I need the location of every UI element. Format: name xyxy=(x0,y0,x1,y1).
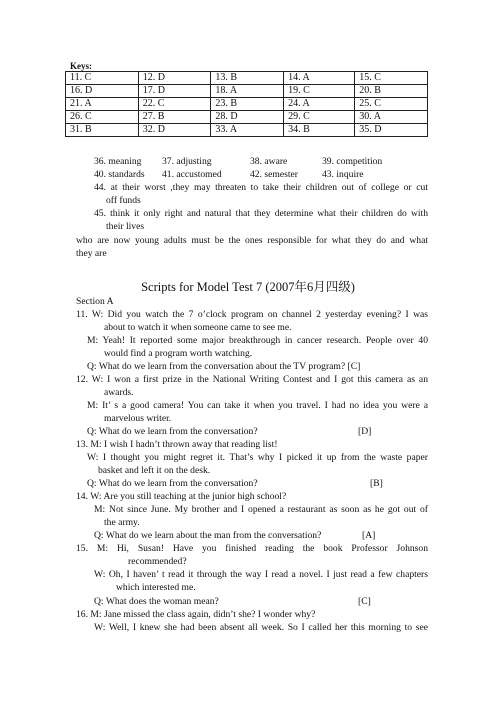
script-line: Q: What does the woman mean? xyxy=(94,596,219,607)
answer-44-line2: off funds xyxy=(106,195,141,206)
answer-45-line2: their lives xyxy=(106,221,145,232)
answer-39: 39. competition xyxy=(322,156,383,167)
scripts-title: Scripts for Model Test 7 (2007年6月四级) xyxy=(141,280,355,294)
keys-row xyxy=(66,85,428,98)
key-cell: 16. D xyxy=(66,85,139,98)
answer-37: 37. adjusting xyxy=(162,156,212,167)
key-cell: 31. B xyxy=(66,124,139,137)
key-cell: 26. C xyxy=(66,111,139,124)
keys-row xyxy=(66,98,428,111)
script-line: W: Well, I knew she had been absent all week. So I called her this morning to see xyxy=(94,622,428,633)
key-cell: 27. B xyxy=(138,111,211,124)
key-cell: 29. C xyxy=(284,111,355,124)
script-line: Q: What do we learn from the conversation? xyxy=(87,478,258,489)
answer-keys-table xyxy=(65,71,428,137)
answer-42: 42. semester xyxy=(250,169,298,180)
keys-label: Keys: xyxy=(70,61,92,71)
script-line: recommended? xyxy=(128,556,187,567)
key-cell: 23. B xyxy=(211,98,284,111)
key-cell: 25. C xyxy=(355,98,428,111)
answer-44-line1: 44. at their worst ,they may threaten to take their children out of college or cut xyxy=(94,182,428,193)
answer-45-line1: 45. think it only right and natural that they determine what their children do with xyxy=(94,208,428,219)
key-cell: 12. D xyxy=(138,72,211,85)
script-line: 12. W: I won a first prize in the National Writing Contest and I got this camera as an xyxy=(76,374,428,385)
script-line: 13. M: I wish I hadn’t thrown away that reading list! xyxy=(76,439,278,450)
script-line: Q: What do we learn from the conversation about the TV program? [C] xyxy=(87,361,361,372)
key-cell: 32. D xyxy=(138,124,211,137)
key-cell: 14. A xyxy=(284,72,355,85)
script-line: basket and left it on the desk. xyxy=(98,465,211,476)
key-cell: 34. B xyxy=(284,124,355,137)
key-cell: 24. A xyxy=(284,98,355,111)
key-cell: 19. C xyxy=(284,85,355,98)
answer-36: 36. meaning xyxy=(94,156,142,167)
key-cell: 17. D xyxy=(138,85,211,98)
answer-marker: [D] xyxy=(358,426,372,437)
answer-38: 38. aware xyxy=(250,156,288,167)
key-cell: 33. A xyxy=(211,124,284,137)
key-cell: 20. B xyxy=(355,85,428,98)
script-line: marvelous writer. xyxy=(104,413,172,424)
key-cell: 13. B xyxy=(211,72,284,85)
script-line: 16. M: Jane missed the class again, didn’t she? I wonder why? xyxy=(76,609,316,620)
script-line: M: Not since June. My brother and I opened a restaurant as soon as he got out of xyxy=(94,504,428,515)
keys-row xyxy=(66,72,428,85)
script-line: Q: What do we learn from the conversation? xyxy=(87,426,258,437)
script-line: Q: What do we learn about the man from the conversation? xyxy=(94,530,322,541)
answer-marker: [B] xyxy=(370,478,383,489)
key-cell: 30. A xyxy=(355,111,428,124)
key-cell: 11. C xyxy=(66,72,139,85)
script-line: 11. W: Did you watch the 7 o’clock program on channel 2 yesterday evening? I was xyxy=(76,309,428,320)
answer-tail-line2: they are xyxy=(76,248,107,259)
script-line: 15. M: Hi, Susan! Have you finished reading the book Professor Johnson xyxy=(76,543,428,554)
script-line: the army. xyxy=(104,517,140,528)
key-cell: 22. C xyxy=(138,98,211,111)
script-line: which interested me. xyxy=(116,582,196,593)
key-cell: 21. A xyxy=(66,98,139,111)
keys-row xyxy=(66,111,428,124)
keys-row xyxy=(66,124,428,137)
answer-tail-line1: who are now young adults must be the ones responsible for what they do and what xyxy=(76,235,428,246)
key-cell: 18. A xyxy=(211,85,284,98)
answer-marker: [A] xyxy=(362,530,376,541)
script-line: W: Oh, I haven’ t read it through the way I read a novel. I just read a few chapters xyxy=(94,569,428,580)
script-line: would find a program worth watching. xyxy=(104,348,253,359)
script-line: awards. xyxy=(104,387,134,398)
answer-40: 40. standards xyxy=(94,169,145,180)
script-line: W: I thought you might regret it. That’s why I picked it up from the waste paper xyxy=(87,452,428,463)
script-line: about to watch it when someone came to see me. xyxy=(104,322,292,333)
key-cell: 35. D xyxy=(355,124,428,137)
script-line: M: Yeah! It reported some major breakthrough in cancer research. People over 40 xyxy=(87,335,428,346)
key-cell: 28. D xyxy=(211,111,284,124)
answer-marker: [C] xyxy=(358,596,371,607)
answer-41: 41. accustomed xyxy=(162,169,222,180)
script-line: 14. W: Are you still teaching at the junior high school? xyxy=(76,491,287,502)
script-line: M: It’ s a good camera! You can take it when you travel. I had no idea you were a xyxy=(87,400,428,411)
answer-43: 43. inquire xyxy=(322,169,364,180)
section-heading: Section A xyxy=(76,296,114,307)
key-cell: 15. C xyxy=(355,72,428,85)
